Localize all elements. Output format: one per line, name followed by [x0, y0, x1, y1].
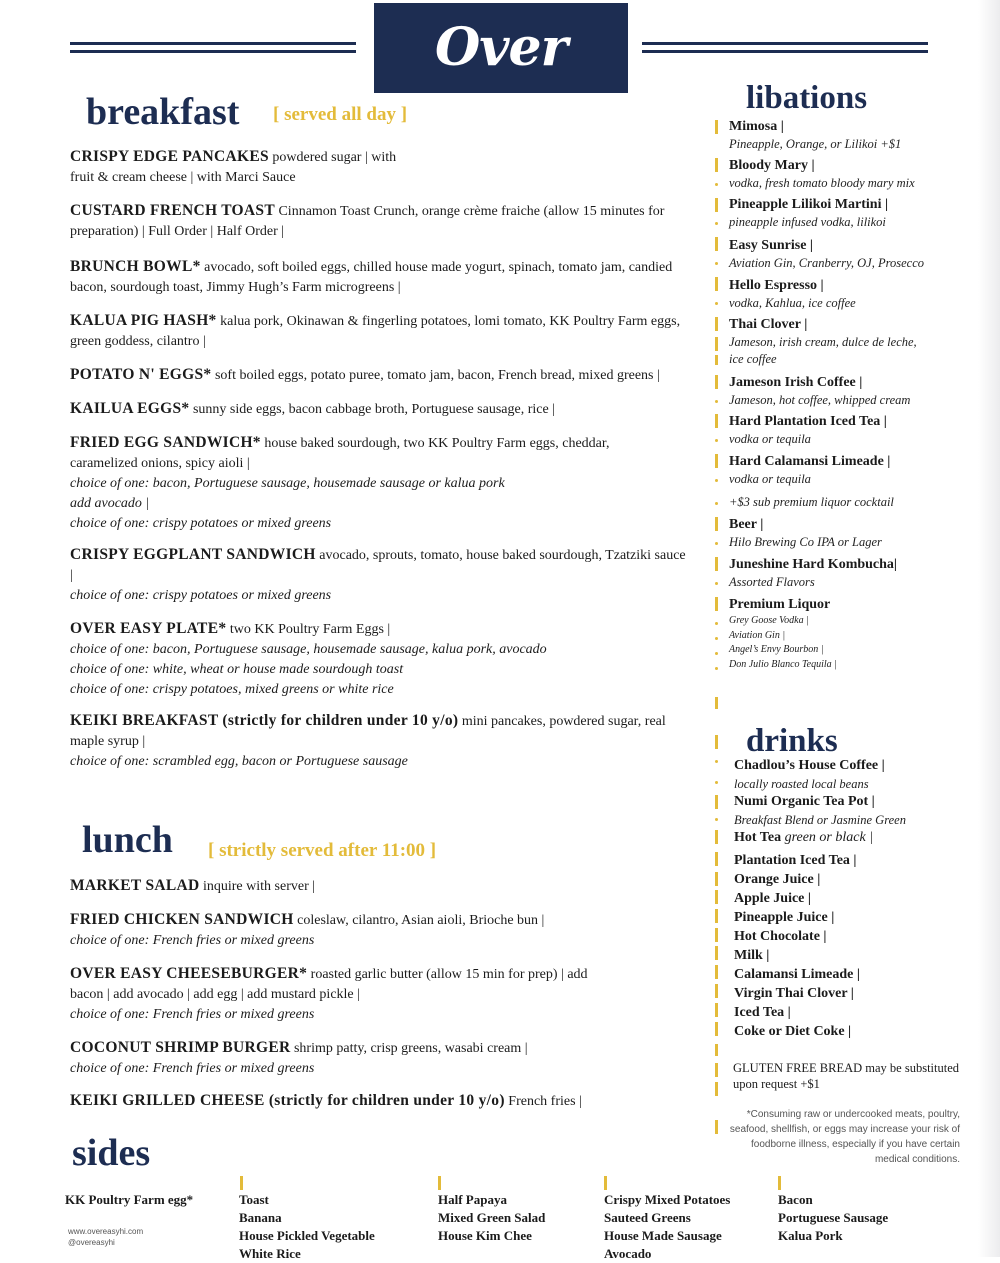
- page-edge-shadow: [978, 0, 1000, 1257]
- libation-pineapple-lilikoi-martini: Pineapple Lilikoi Martini | pineapple infused vodka, lilikoi: [729, 197, 889, 229]
- libations-gold-dot: [715, 652, 718, 655]
- menu-item-kalua-pig-hash: KALUA PIG HASH* kalua pork, Okinawan & fingerling potatoes, lomi tomato, KK Poultry Farm eggs, green goddess, cilantro |: [70, 312, 681, 349]
- libations-gold-bar: [715, 237, 718, 251]
- drinks-gold-dot: [715, 818, 718, 821]
- header-rule-left-bottom: [70, 50, 356, 53]
- libations-gold-bar: [715, 158, 718, 172]
- drinks-gold-dot: [715, 781, 718, 784]
- item-note: choice of one: bacon, Portuguese sausage, housemade sausage or kalua pork: [70, 476, 505, 491]
- side-item: Bacon: [778, 1192, 813, 1207]
- libations-gold-bar: [715, 517, 718, 531]
- libations-gold-bar: [715, 337, 718, 351]
- libation-hello-espresso: Hello Espresso | vodka, Kahlua, ice coffee: [729, 278, 856, 310]
- libation-thai-clover: Thai Clover | Jameson, irish cream, dulce de leche, ice coffee: [729, 317, 917, 366]
- drinks-gold-bar: [715, 1044, 718, 1056]
- drinks-gold-dot: [715, 760, 718, 763]
- side-item: Portuguese Sausage: [778, 1210, 889, 1225]
- drinks-gold-bar: [715, 1063, 718, 1077]
- divider-tick: [240, 1176, 243, 1190]
- drinks-gold-bar: [715, 928, 718, 942]
- drinks-list: [734, 757, 979, 1041]
- drink-item: Coke or Diet Coke |: [734, 1024, 852, 1039]
- libations-gold-bar: [715, 597, 718, 611]
- libations-gold-dot: [715, 183, 718, 186]
- item-note: choice of one: French fries or mixed greens: [70, 933, 315, 948]
- libations-gold-bar: [715, 375, 718, 389]
- menu-item-keiki-breakfast: KEIKI BREAKFAST (strictly for children under 10 y/o) mini pancakes, powdered sugar, real maple syrup | choice of one: scrambled egg, bacon or Portuguese sausage: [70, 711, 702, 772]
- item-note: add avocado |: [70, 496, 150, 511]
- drinks-gold-bar: [715, 872, 718, 886]
- item-note: choice of one: crispy potatoes, mixed greens or white rice: [70, 682, 394, 697]
- menu-item-keiki-grilled-cheese: KEIKI GRILLED CHEESE (strictly for children under 10 y/o) French fries |: [70, 1092, 582, 1109]
- libation-juneshine-hard-kombucha: Juneshine Hard Kombucha| Assorted Flavors: [729, 557, 898, 589]
- side-item: Banana: [239, 1210, 282, 1225]
- libations-gold-dot: [715, 582, 718, 585]
- libation-hard-plantation-iced-tea: Hard Plantation Iced Tea | vodka or tequila: [729, 414, 887, 446]
- side-item: Mixed Green Salad: [438, 1210, 546, 1225]
- premium-option: Grey Goose Vodka |: [729, 615, 809, 626]
- breakfast-title: breakfast: [86, 91, 240, 133]
- libations-gold-dot: [715, 622, 718, 625]
- libation-hard-calamansi-limeade: Hard Calamansi Limeade | vodka or tequila: [729, 454, 891, 486]
- drink-item: Virgin Thai Clover |: [734, 986, 854, 1001]
- libations-gold-bar: [715, 120, 718, 134]
- premium-option: Aviation Gin |: [729, 629, 786, 641]
- item-note: choice of one: French fries or mixed greens: [70, 1007, 315, 1022]
- libations-gold-dot: [715, 262, 718, 265]
- menu-item-crispy-edge-pancakes: CRISPY EDGE PANCAKES powdered sugar | with fruit & cream cheese | with Marci Sauce: [70, 148, 397, 185]
- menu-item-over-easy-plate: OVER EASY PLATE* two KK Poultry Farm Eggs | choice of one: bacon, Portuguese sausage, housemade sausage, kalua pork, avocado choice of one: white, wheat or house made sourdough toast choice of one: crispy potatoes, mixed greens or white rice: [70, 619, 702, 700]
- menu-item-over-easy-cheeseburger: OVER EASY CHEESEBURGER* roasted garlic butter (allow 15 min for prep) | add bacon | add avocado | add egg | add mustard pickle | choice of one: French fries or mixed greens: [70, 964, 615, 1025]
- drink-item: Apple Juice |: [734, 891, 811, 906]
- libation-beer: Beer | Hilo Brewing Co IPA or Lager: [729, 517, 882, 549]
- libations-gold-bar: [715, 454, 718, 468]
- item-note: choice of one: crispy potatoes or mixed greens: [70, 516, 332, 531]
- drinks-gold-bar: [715, 984, 718, 998]
- libations-gold-dot: [715, 439, 718, 442]
- menu-item-kailua-eggs: KAILUA EGGS* sunny side eggs, bacon cabbage broth, Portuguese sausage, rice |: [70, 400, 555, 417]
- libations-gold-bar: [715, 317, 718, 331]
- divider-tick: [604, 1176, 607, 1190]
- menu-item-fried-chicken-sandwich: FRIED CHICKEN SANDWICH coleslaw, cilantro, Asian aioli, Brioche bun | choice of one: French fries or mixed greens: [70, 910, 702, 951]
- menu-item-coconut-shrimp-burger: COCONUT SHRIMP BURGER shrimp patty, crisp greens, wasabi cream | choice of one: French fries or mixed greens: [70, 1038, 702, 1079]
- gluten-free-note: GLUTEN FREE BREAD may be substituted upon request +$1: [733, 1061, 960, 1091]
- side-item: House Kim Chee: [438, 1228, 532, 1243]
- libations-gold-dot: [715, 502, 718, 505]
- sides-column-3: [438, 1191, 545, 1245]
- menu-item-market-salad: MARKET SALAD inquire with server |: [70, 877, 316, 894]
- item-note: choice of one: white, wheat or house made sourdough toast: [70, 662, 404, 677]
- libations-gold-dot: [715, 400, 718, 403]
- drinks-gold-bar: [715, 946, 718, 960]
- drink-desc: locally roasted local beans: [734, 777, 869, 791]
- drink-item: Chadlou’s House Coffee |: [734, 758, 885, 773]
- premium-option: Angel’s Envy Bourbon |: [729, 644, 824, 655]
- drink-item: Iced Tea |: [734, 1005, 791, 1020]
- menu-item-custard-french-toast: CUSTARD FRENCH TOAST Cinnamon Toast Crunch, orange crème fraiche (allow 15 minutes for preparation) | Full Order | Half Order |: [70, 202, 665, 239]
- libations-gold-dot: [715, 222, 718, 225]
- menu-item-fried-egg-sandwich: FRIED EGG SANDWICH* house baked sourdough, two KK Poultry Farm eggs, cheddar, caramelized onions, spicy aioli | choice of one: bacon, Portuguese sausage, housemade sausage or kalua pork add avocado | choice of one: crispy potatoes or mixed greens: [70, 433, 650, 534]
- consumer-advisory: *Consuming raw or undercooked meats, poultry, seafood, shellfish, or eggs may increase your risk of foodborne illness, especially if you have certain medical conditions.: [729, 1109, 960, 1165]
- drinks-gold-bar: [715, 909, 718, 923]
- libations-gold-dot: [715, 667, 718, 670]
- over-easy-logo: Over Easy: [374, 3, 628, 93]
- drinks-gold-bar: [715, 735, 718, 749]
- header-rule-right-bottom: [642, 50, 928, 53]
- drinks-gold-bar: [715, 1003, 718, 1017]
- breakfast-subtitle: [ served all day ]: [273, 104, 408, 125]
- drink-item-hot-tea: Hot Tea green or black |: [734, 830, 874, 845]
- libation-mimosa: Mimosa | Pineapple, Orange, or Lilikoi +$1: [729, 119, 902, 151]
- drink-item: Numi Organic Tea Pot |: [734, 794, 875, 809]
- side-item: Kalua Pork: [778, 1228, 843, 1243]
- side-item: KK Poultry Farm egg*: [65, 1192, 194, 1207]
- sides-column-4: [604, 1191, 730, 1263]
- drink-item: Pineapple Juice |: [734, 910, 835, 925]
- drinks-gold-bar: [715, 890, 718, 904]
- side-item: Sauteed Greens: [604, 1210, 691, 1225]
- libations-gold-dot: [715, 302, 718, 305]
- drinks-title: drinks: [746, 723, 838, 759]
- libations-gold-dot: [715, 637, 718, 640]
- drink-item: Calamansi Limeade |: [734, 967, 860, 982]
- header-rule-right-top: [642, 42, 928, 45]
- drinks-gold-bar: [715, 965, 718, 979]
- side-item: Crispy Mixed Potatoes: [604, 1192, 731, 1207]
- menu-item-crispy-eggplant-sandwich: CRISPY EGGPLANT SANDWICH avocado, sprouts, tomato, house baked sourdough, Tzatziki sauce | choice of one: crispy potatoes or mixed greens: [70, 545, 690, 606]
- side-item: Half Papaya: [438, 1192, 507, 1207]
- drinks-gold-bar: [715, 852, 718, 866]
- sides-title: sides: [72, 1132, 151, 1174]
- drinks-gold-bar: [715, 830, 718, 844]
- drinks-gold-bar: [715, 1082, 718, 1096]
- libations-title: libations: [746, 80, 868, 116]
- drink-item: Milk |: [734, 948, 770, 963]
- libations-gold-bar: [715, 198, 718, 212]
- lunch-title: lunch: [82, 819, 173, 861]
- drink-desc: Breakfast Blend or Jasmine Green: [734, 813, 906, 827]
- drink-item: Hot Chocolate |: [734, 929, 827, 944]
- sides-column-1: [65, 1191, 193, 1209]
- item-note: choice of one: French fries or mixed greens: [70, 1061, 315, 1076]
- libation-bloody-mary: Bloody Mary | vodka, fresh tomato bloody mary mix: [729, 158, 915, 190]
- libations-gold-dot: [715, 542, 718, 545]
- side-item: House Pickled Vegetable: [239, 1228, 375, 1243]
- libation-premium-sub-note: +$3 sub premium liquor cocktail: [729, 495, 894, 509]
- drinks-gold-bar: [715, 1120, 718, 1134]
- menu-item-potato-n-eggs: POTATO N' EGGS* soft boiled eggs, potato puree, tomato jam, bacon, French bread, mixed greens |: [70, 366, 660, 383]
- libations-gold-bar: [715, 557, 718, 571]
- sides-column-2: [239, 1191, 375, 1263]
- sides-column-5: [778, 1191, 888, 1245]
- side-item: Toast: [239, 1192, 269, 1207]
- drinks-gold-bar: [715, 1022, 718, 1036]
- social-handle[interactable]: @overeasyhi: [68, 1238, 115, 1247]
- item-note: choice of one: bacon, Portuguese sausage, housemade sausage, kalua pork, avocado: [70, 642, 547, 657]
- libation-premium-liquor: Premium Liquor Grey Goose Vodka | Aviation Gin | Angel’s Envy Bourbon | Don Julio Blanco Tequila |: [729, 596, 979, 672]
- header-rule-left-top: [70, 42, 356, 45]
- website-link[interactable]: www.overeasyhi.com: [68, 1227, 144, 1236]
- divider-tick: [438, 1176, 441, 1190]
- drink-item: Orange Juice |: [734, 872, 821, 887]
- item-note: choice of one: scrambled egg, bacon or Portuguese sausage: [70, 754, 408, 769]
- premium-option: Don Julio Blanco Tequila |: [729, 658, 837, 670]
- menu-item-brunch-bowl: BRUNCH BOWL* avocado, soft boiled eggs, chilled house made yogurt, spinach, tomato jam, candied bacon, sourdough toast, Jimmy Hugh’s Farm microgreens |: [70, 258, 673, 295]
- libations-gold-bar: [715, 277, 718, 291]
- item-note: choice of one: crispy potatoes or mixed greens: [70, 588, 332, 603]
- libations-gold-bar: [715, 414, 718, 428]
- divider-tick: [778, 1176, 781, 1190]
- drinks-gold-bar: [715, 795, 718, 809]
- libation-jameson-irish-coffee: Jameson Irish Coffee | Jameson, hot coffee, whipped cream: [729, 375, 911, 407]
- side-item: House Made Sausage: [604, 1228, 722, 1243]
- libations-gold-dot: [715, 479, 718, 482]
- libations-gold-bar: [715, 355, 718, 365]
- libation-easy-sunrise: Easy Sunrise | Aviation Gin, Cranberry, OJ, Prosecco: [729, 238, 924, 270]
- lunch-subtitle: [ strictly served after 11:00 ]: [208, 840, 437, 861]
- libations-gold-bar: [715, 697, 718, 709]
- drink-item: Plantation Iced Tea |: [734, 853, 857, 868]
- side-item: White Rice: [239, 1246, 301, 1261]
- side-item: Avocado: [604, 1246, 652, 1261]
